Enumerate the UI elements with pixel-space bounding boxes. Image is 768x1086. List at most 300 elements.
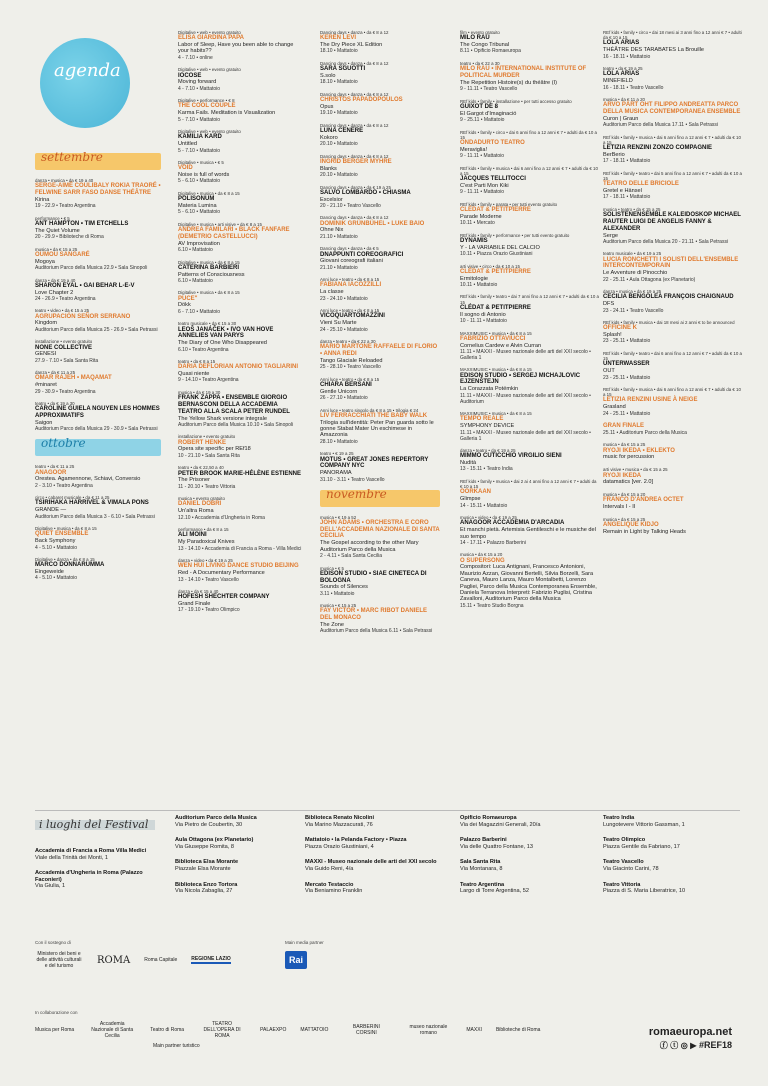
event-title: JOHN ADAMS • ORCHESTRA E CORO DELL'ACCADEMIA NAZIONALE DI SANTA CECILIA (320, 519, 440, 540)
event-info: 5 - 7.10 • Mattatoio (178, 147, 221, 154)
event-info: Auditorium Parco della Musica 20 - 21.11 • Sala Petrassi (603, 238, 729, 245)
event-info: 10.11 • Mattatoio (460, 281, 498, 288)
event-title: DÁNIEL DOBRI (178, 501, 222, 508)
sponsor-logo[interactable]: PALAEXPO (260, 1027, 287, 1033)
event-subtitle: The Quiet Volume (35, 227, 80, 234)
event-subtitle: Cornelius Cardew e Alvin Curran (460, 342, 542, 349)
event-item[interactable] (603, 97, 743, 128)
event-subtitle: Gentle Unicorn (320, 388, 358, 395)
event-item[interactable] (320, 246, 440, 270)
event-subtitle: Eingeweide (35, 569, 64, 576)
collab-logos (35, 1010, 540, 1049)
agenda-badge (40, 38, 130, 128)
month-label: novembre (326, 486, 387, 501)
venue-item (603, 859, 743, 872)
venue-item (460, 815, 600, 828)
event-meta: Digitalive • musica • da € 8 a 15 (35, 526, 97, 532)
event-meta: teatro musicale • da € 19 a 25 (603, 251, 662, 257)
event-title: PETER BROOK MARIE-HÉLÈNE ESTIENNE (178, 470, 302, 477)
event-title: FABIANA IACOZZILLI (320, 282, 382, 289)
event-subtitle: The Repetition Histoire(s) du théâtre (I) (460, 79, 557, 86)
event-subtitle: Red - A Documentary Performance (178, 570, 265, 577)
event-info: 22 - 25.11 • Aula Ottagona (ex Planetario) (603, 276, 696, 283)
event-title: ONDADURTO TEATRO (460, 139, 525, 146)
event-subtitle: Untitled (178, 141, 197, 148)
event-title: SALVO LOMBARDO • CHIASMA (320, 189, 411, 196)
event-item[interactable] (320, 277, 440, 301)
event-subtitle: Gretel e Hänsel (603, 188, 642, 195)
event-subtitle: The Congo Tribunal (460, 42, 510, 48)
event-item[interactable] (178, 496, 302, 520)
event-subtitle: Remain in Light by Talking Heads (603, 529, 686, 536)
event-item[interactable] (35, 401, 161, 432)
event-title: SARA SGUOTTI (320, 66, 366, 73)
sponsor-logo[interactable]: TEATRO DELL'OPERA DI ROMA (203, 1021, 241, 1039)
venue-address: Via delle Quattro Fontane, 13 (460, 843, 533, 850)
events-ottobre-2 (178, 30, 302, 613)
event-info: 11.11 • MAXXI - Museo nazionale delle arti del XXI secolo • Auditorium (460, 392, 591, 405)
event-item[interactable] (320, 154, 440, 178)
event-item[interactable] (178, 129, 302, 153)
event-subtitle: Ermitologie (460, 275, 488, 282)
event-meta: teatro musicale • da € 15 a 30 (178, 321, 237, 327)
events-ottobre-3 (320, 30, 440, 483)
event-item[interactable] (603, 66, 743, 90)
event-item[interactable] (603, 320, 743, 344)
venue-name: Teatro Argentina (460, 881, 505, 888)
event-info: 6.10 • Mattatoio (178, 277, 213, 284)
event-subtitle: Karma Fails. Meditation is Visualization (178, 110, 276, 117)
event-info: 8.11 • Opificio Romaeuropa (460, 48, 521, 55)
event-meta: Digitalive • musica • da € 8 a 15 (178, 259, 240, 265)
event-title: TEMPO REALE (460, 416, 504, 423)
event-title: SOLISTENENSEMBLE KALEIDOSKOP MICHAEL RAUTER LUIGI DE ANGELIS FANNY & ALEXANDER (603, 212, 741, 232)
event-meta: danza • teatro • da € 19 a 25 (460, 448, 516, 454)
event-info: 13 - 15.11 • Teatro India (460, 466, 513, 473)
event-subtitle: La Corazzata Potëmkin (460, 386, 519, 393)
event-info: 20.10 • Mattatoio (320, 141, 358, 148)
event-subtitle: Noise is full of words (178, 172, 230, 179)
event-item[interactable] (320, 185, 440, 209)
events-novembre-2 (460, 30, 600, 609)
event-title: ELISA GIARDINA PAPA (178, 35, 245, 42)
event-item[interactable] (603, 171, 743, 201)
event-meta: teatro • video • da € 15 a 25 (35, 308, 90, 314)
event-item[interactable] (178, 558, 302, 582)
event-item[interactable] (35, 308, 161, 332)
event-title: RYOJI IKEDA • EKLEKTO (603, 447, 675, 454)
event-meta: REf kids • family • performance • per tutti evento gratuito (460, 232, 570, 238)
event-meta: Digitalive • danza • da € 8 a 15 (35, 557, 95, 563)
event-item[interactable] (320, 451, 440, 482)
event-meta: Dancing days • danza • da € 5 (320, 246, 379, 252)
event-item[interactable] (460, 130, 600, 160)
event-item[interactable] (460, 264, 600, 288)
event-title: FAY VICTOR • MARC RIBOT DANIELE DEL MONACO (320, 608, 428, 622)
event-subtitle: Y - LA VARIABILE DEL CALCIO (460, 244, 540, 251)
event-item[interactable] (603, 423, 743, 436)
event-item[interactable] (460, 202, 600, 226)
event-item[interactable] (178, 30, 302, 61)
event-info: 20 - 21.10 • Teatro Vascello (320, 202, 381, 209)
event-info: 17 - 18.11 • Mattatoio (603, 194, 651, 201)
event-meta: danza • da € 15 a 40 (178, 589, 219, 594)
venue-address: Via Nicola Zabaglia, 27 (175, 888, 233, 895)
venue-item (603, 815, 743, 828)
support-label: Con il sostegno di (35, 940, 71, 945)
event-meta: musica • da € 15 a 20 (603, 492, 646, 498)
event-title: LOLA ARIAS (603, 40, 640, 47)
social-row (649, 1040, 732, 1051)
event-subtitle: S.solo (320, 72, 336, 79)
youtube-icon[interactable]: ▶ (690, 1041, 697, 1050)
event-title: ANAGOOR ACCADEMIA D'ARCADIA (460, 520, 565, 527)
venue-address: Via Pietro de Coubertin, 30 (175, 821, 243, 828)
venue-item (35, 870, 165, 890)
event-item[interactable] (178, 390, 302, 428)
event-subtitle: Curon | Graun (603, 115, 639, 122)
event-meta: Anni luce • teatro • da € 8 a 15 (320, 376, 380, 382)
event-meta: REf kids • family • parata • per tutti evento gratuito (460, 201, 558, 207)
media-partner-label: Main media partner (285, 940, 324, 945)
event-subtitle: DFS (603, 301, 615, 308)
event-subtitle: Un'altra Roma (178, 508, 214, 515)
venue-item (175, 859, 295, 872)
event-item[interactable] (178, 589, 302, 613)
event-item[interactable] (320, 566, 440, 597)
event-meta: Digitalive • musica • da € 8 a 15 (178, 190, 240, 196)
event-item[interactable] (320, 377, 440, 401)
event-meta: Digitalive • web • evento gratuito (178, 67, 241, 73)
event-info: 10 - 21.10 • Sala Santa Rita (178, 452, 240, 459)
event-meta: danza • video • da € 19 a 25 (178, 558, 233, 564)
twitter-icon[interactable]: ⓣ (670, 1041, 679, 1050)
sponsor-logo[interactable]: MATTATOIO (300, 1027, 329, 1033)
event-info: 11.11 • MAXXI - Museo nazionale delle arti del XXI secolo • Galleria 1 (460, 429, 591, 442)
event-title: AGRUPACIÓN SEÑOR SERRANO (35, 313, 131, 320)
sponsor-logo[interactable]: BARBERINI CORSINI (352, 1024, 380, 1036)
event-info: 19 - 22.9 • Teatro Argentina (35, 203, 96, 210)
event-title: OUMOU SANGARÉ (35, 251, 90, 258)
event-subtitle: Il sogno di Antonio (460, 311, 506, 318)
event-meta: arti visive • circo • da € 10 a 15 (460, 263, 520, 269)
venue-address: Via Giacinto Carini, 78 (603, 865, 659, 872)
event-subtitle: Giovani coreografi italiani (320, 258, 383, 265)
event-meta: Digitalive • musica • € 5 (178, 160, 224, 166)
event-title: QUIET ENSEMBLE (35, 531, 89, 538)
event-item[interactable] (460, 233, 600, 257)
event-item[interactable] (35, 178, 161, 209)
event-item[interactable] (603, 30, 743, 60)
event-title: CLÉDAT & PETITPIERRE (460, 304, 531, 311)
event-subtitle: Trilogia sull'identità: Peter Pan guarda sotto le gonne Stabat Mater Un eschimese in Amazzonia (320, 419, 434, 439)
venue-name: Accademia di Francia a Roma Villa Medici (35, 848, 147, 854)
event-item[interactable] (178, 465, 302, 489)
event-subtitle: Glimpse (460, 496, 481, 503)
event-meta: Dancing days • danza • da € 8 a 12 (320, 91, 389, 97)
event-item[interactable] (603, 251, 743, 282)
event-item[interactable] (603, 467, 743, 485)
event-title: EDISON STUDIO • SERGEJ MICHAJLOVIC EJZENŠTEJN (460, 372, 581, 386)
event-item[interactable] (460, 411, 600, 441)
agenda-column-2 (178, 30, 302, 620)
event-title: MILO RAU (460, 35, 490, 42)
event-item[interactable] (178, 222, 302, 253)
venue-item (305, 837, 445, 850)
event-title: INGRID BERGER MYHRE (320, 158, 392, 165)
event-item[interactable] (178, 290, 302, 314)
venue-address: Viale della Trinità dei Monti, 1 (35, 854, 108, 861)
event-info: 25 - 28.10 • Teatro Vascello (320, 364, 381, 371)
event-subtitle: Blanks (320, 165, 337, 172)
agenda-column-3 (320, 30, 440, 641)
event-subtitle: BerBerio (603, 151, 625, 158)
venues-col-d (460, 815, 600, 904)
event-item[interactable] (178, 191, 302, 215)
event-item[interactable] (35, 278, 161, 302)
event-subtitle: Kingdom (35, 320, 58, 327)
event-subtitle: GENESI (35, 351, 57, 358)
venue-name: Accademia d'Ungheria in Roma (Palazzo Faconieri) (35, 870, 143, 883)
event-info: Auditorium Parco della Musica 3 - 6.10 • Sala Petrassi (35, 513, 155, 520)
event-info: 23 - 25.11 • Mattatoio (603, 374, 651, 381)
event-info: 5 - 7.10 • Mattatoio (178, 116, 221, 123)
event-meta: musica • video • da € 19 a 25 (460, 515, 517, 521)
event-title: CLÉDAT & PETITPIERRE (460, 206, 531, 213)
event-info: 18.10 • Mattatoio (320, 79, 358, 86)
event-title: TSIRIHAKA HARRIVEL & VIMALA PONS (35, 500, 149, 507)
venue-item (603, 882, 743, 895)
event-subtitle: The Yellow Shark versione integrale (178, 415, 267, 422)
event-info: 6.10 • Teatro Argentina (178, 346, 229, 353)
event-meta: Dancing days • danza • da € 8 a 12 (320, 30, 389, 35)
events-novembre-3 (603, 30, 743, 536)
event-title: KAMILIA KARD (178, 134, 222, 141)
event-subtitle: GRANDE — (35, 507, 67, 514)
event-item[interactable] (460, 99, 600, 123)
instagram-icon[interactable]: ◎ (680, 1041, 688, 1050)
support-logos (35, 940, 231, 969)
venue-name: Biblioteca Renato Nicolini (305, 815, 374, 821)
event-meta: Anni luce • teatro • da € 8 a 15 (320, 277, 380, 283)
event-item[interactable] (603, 289, 743, 313)
event-info: 12.10 • Accademia d'Ungheria in Roma (178, 514, 265, 521)
event-item[interactable] (603, 442, 743, 460)
event-info: Auditorium Parco della Musica 10.10 • Sala Sinopoli (178, 421, 294, 428)
event-subtitle: Grasland (603, 404, 626, 411)
event-subtitle: The Prisoner (178, 477, 211, 484)
event-item[interactable] (35, 370, 161, 394)
event-item[interactable] (178, 434, 302, 458)
event-item[interactable] (178, 359, 302, 383)
event-info: 14 - 17.11 • Palazzo Barberini (460, 539, 526, 546)
event-item[interactable] (178, 321, 302, 352)
event-subtitle: The Dry Piece XL Edition (320, 42, 383, 48)
section-divider (35, 810, 740, 811)
event-title: FRANCO D'ANDREA OCTET (603, 497, 684, 504)
sponsor-logo[interactable]: Ministero dei beni e delle attività culturali e del turismo (36, 951, 82, 969)
event-title: VICOQUARTOMAZZINI (320, 313, 385, 320)
event-subtitle: Nudità (460, 460, 477, 467)
event-title: DYNAMIS (460, 237, 488, 244)
venue-name: Mercato Testaccio (305, 881, 354, 888)
event-title: LIV FERRACCHIATI THE BABY WALK (320, 412, 428, 419)
sponsor-logo[interactable]: Roma Capitale (144, 957, 178, 963)
sponsor-logo[interactable]: REGIONE LAZIO (191, 956, 231, 962)
event-info: 17 - 19.10 • Teatro Olimpico (178, 607, 240, 614)
event-item[interactable] (35, 526, 161, 550)
venue-name: Teatro Vittoria (603, 881, 641, 888)
event-info: 10 - 11.11 • Mattatoio (460, 318, 507, 325)
event-info: 9 - 14.10 • Teatro Argentina (178, 377, 239, 384)
event-item[interactable] (35, 247, 161, 271)
event-item[interactable] (35, 557, 161, 581)
event-title: CLÉDAT & PETITPIERRE (460, 268, 531, 275)
event-info: 18.10 • Mattatoio (320, 48, 358, 55)
sponsor-logo[interactable]: ROMA (97, 954, 131, 966)
event-item[interactable] (35, 495, 161, 519)
event-subtitle: Labor of Sleep, Have you been able to change your habits?? (178, 42, 294, 55)
event-info: 2 - 4.11 • Sala Santa Cecilia (320, 553, 382, 559)
event-item[interactable] (460, 61, 600, 92)
event-item[interactable] (320, 92, 440, 116)
event-item[interactable] (320, 215, 440, 239)
event-item[interactable] (603, 517, 743, 535)
sponsor-logo[interactable]: Teatro di Roma (150, 1027, 185, 1033)
event-title: LOLA ARIAS (603, 71, 640, 78)
venue-name: Mattatoio • la Pelanda Factory • Piazza (305, 837, 407, 844)
event-meta: Digitalive • musica • arti visive • da € 8 a 15 (178, 221, 262, 227)
event-meta: REf kids • family • installazione • per tutti accesso gratuito (460, 98, 572, 104)
event-meta: musica • da € 15 a 25 (35, 246, 78, 252)
event-info: 26 - 27.10 • Mattatoio (320, 395, 368, 402)
event-subtitle: Et manchi pietà. Artemisia Gentileschi e le musiche del suo tempo (460, 527, 596, 540)
event-item[interactable] (178, 260, 302, 284)
event-subtitle: Mogoya (35, 258, 55, 265)
event-item[interactable] (603, 135, 743, 165)
rai-logo[interactable]: Rai (285, 951, 307, 969)
event-meta: performance • da € 8 a 15 (178, 527, 229, 533)
events-novembre (320, 515, 440, 635)
event-subtitle: MINEFIELD (603, 78, 633, 85)
event-item[interactable] (460, 331, 600, 361)
event-title: ROBERT HENKE (178, 439, 227, 446)
event-info: 2 - 3.10 • Teatro Argentina (35, 482, 93, 489)
event-info: 11.11 • MAXXI - Museo nazionale delle arti del XXI secolo • Galleria 1 (460, 348, 591, 361)
event-meta: musica • da € 19 a 30 (178, 389, 221, 395)
event-title: DOMINIK GRÜNBÜHEL • LUKE BAIO (320, 220, 425, 227)
event-item[interactable] (320, 123, 440, 147)
event-item[interactable] (178, 160, 302, 184)
venue-item (305, 859, 445, 872)
event-item[interactable] (35, 464, 161, 488)
venue-address: Via Montanara, 8 (460, 865, 503, 872)
event-subtitle: Kokoro (320, 134, 338, 141)
event-meta: film • evento gratuito (460, 30, 500, 35)
event-title: MARIO MARTONE RAFFAELE DI FLORIO • ANNA REDI (320, 344, 438, 358)
event-title: CHIARA BERSANI (320, 381, 372, 388)
event-item[interactable] (320, 603, 440, 634)
event-title: PUCE" (178, 295, 198, 302)
event-subtitle: SYMPHONY DEVICE (460, 423, 515, 430)
venue-item (305, 882, 445, 895)
event-item[interactable] (460, 552, 600, 608)
event-item[interactable] (460, 479, 600, 509)
event-item[interactable] (320, 61, 440, 85)
event-subtitle: datamatics [ver. 2.0] (603, 479, 654, 486)
event-title: CAROLINE GUIELA NGUYEN LES HOMMES APPROXIMATIFS (35, 406, 160, 420)
event-item[interactable] (460, 30, 600, 54)
event-info: 21.10 • Mattatoio (320, 264, 358, 271)
event-item[interactable] (460, 166, 600, 196)
sponsor-logo[interactable]: Accademia Nazionale di Santa Cecilia (91, 1021, 134, 1039)
event-meta: danza • da € 19 a 40 (35, 277, 76, 283)
month-banner-novembre (320, 486, 440, 507)
venue-address: Via dei Magazzini Generali, 20/a (460, 821, 541, 828)
event-item[interactable] (320, 30, 440, 54)
sponsor-logo[interactable]: Biblioteche di Roma (495, 1027, 541, 1033)
event-title: OMAR RAJEH • MAQAMAT (35, 375, 112, 382)
venue-name: Aula Ottagona (ex Planetario) (175, 837, 254, 844)
event-item[interactable] (460, 294, 600, 324)
site-url[interactable]: romaeuropa.net (648, 1026, 732, 1038)
event-item[interactable] (320, 515, 440, 559)
event-meta: musica • da € 15 a 25 (603, 442, 646, 448)
event-item[interactable] (320, 308, 440, 332)
event-item[interactable] (320, 408, 440, 445)
agenda-label: agenda (54, 60, 121, 81)
event-item[interactable] (460, 367, 600, 404)
event-meta: musica • da € 11 a 20 (603, 97, 645, 103)
event-info: 6 - 7.10 • Mattatoio (178, 308, 221, 315)
sponsor-logo[interactable]: Musica per Roma (35, 1027, 75, 1033)
event-item[interactable] (178, 67, 302, 91)
facebook-icon[interactable]: ⓕ (659, 1041, 668, 1050)
event-title: WEN HUI LIVING DANCE STUDIO BEIJING (178, 563, 299, 570)
event-subtitle: C'est Parti Mon Kiki (460, 182, 509, 189)
event-info: 29 - 30.9 • Teatro Argentina (35, 388, 96, 395)
event-item[interactable] (178, 527, 302, 551)
event-item[interactable] (35, 339, 161, 363)
event-item[interactable] (603, 351, 743, 381)
event-item[interactable] (460, 448, 600, 472)
footer (649, 1026, 732, 1051)
event-item[interactable] (178, 98, 302, 122)
event-subtitle: El Gargot d'Imaginació (460, 110, 517, 117)
event-item[interactable] (35, 216, 161, 240)
month-label: settembre (41, 150, 103, 164)
event-title: LUCIA RONCHETTI I SOLISTI DELL'ENSEMBLE INTERCONTEMPORAIN (603, 256, 739, 270)
event-item[interactable] (603, 387, 743, 417)
event-subtitle: Kirina (35, 196, 50, 203)
event-meta: installazione • evento gratuito (178, 434, 236, 440)
event-item[interactable] (603, 492, 743, 510)
venue-name: Auditorium Parco della Musica (175, 815, 257, 821)
event-item[interactable] (460, 515, 600, 546)
event-subtitle: Love Chapter 2 (35, 289, 74, 296)
event-meta: teatro • da € 22 a 30 (460, 60, 500, 66)
event-item[interactable] (320, 339, 440, 370)
event-subtitle: Opera site specific per REf18 (178, 446, 251, 453)
event-title: THE COOL COUPLE (178, 103, 236, 110)
sponsor-logo[interactable]: MAXXI (466, 1027, 482, 1033)
event-meta: Anni luce • teatro • da € 8 a 15 (320, 308, 380, 314)
event-title: SHARON EYAL • GAI BEHAR L-E-V (35, 282, 135, 289)
event-item[interactable] (603, 207, 743, 245)
hashtag: #REF18 (698, 1040, 732, 1050)
event-title: DARIA DEFLORIAN ANTONIO TAGLIARINI (178, 364, 298, 371)
sponsor-logo[interactable]: museo nazionale romano (409, 1024, 448, 1036)
